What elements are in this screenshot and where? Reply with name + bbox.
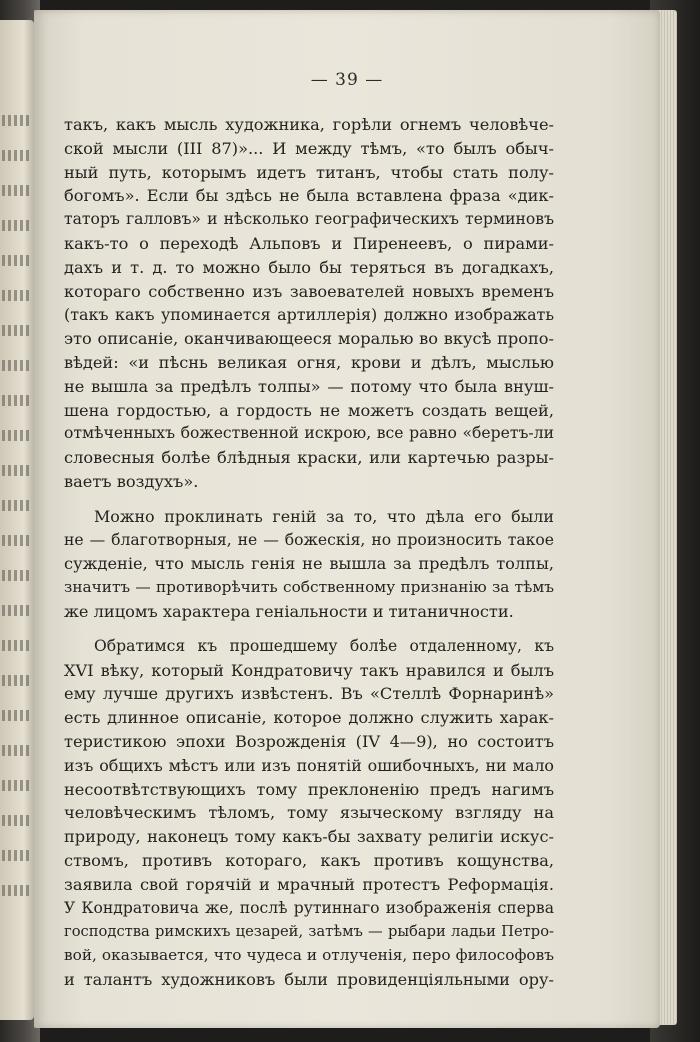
text-line: не — благотворныя, не — божескія, но произносить такое [64,530,554,549]
text-line: У Кондратовича же, послѣ рутиннаго изображенія сперва [64,898,554,917]
text-line: отмѣченныхъ божественной искрою, все равно «беретъ-ли [64,424,554,443]
text-line: богомъ». Если бы здѣсь не была вставлена фраза «дик- [64,186,554,206]
text-line: ваетъ воздухъ». [64,471,199,491]
previous-page-edge [0,20,34,1020]
text-line: такъ, какъ мысль художника, горѣли огнемъ человѣче- [64,115,554,134]
text-line: Можно проклинать геній за то, что дѣла его были [94,506,554,526]
text-line: сужденіе, что мысль генія не вышла за предѣлъ толпы, [64,554,554,574]
text-line: заявила свой горячій и мрачный протестъ Реформація. [64,874,554,894]
text-line: господства римскихъ цезарей, затѣмъ — рыбари ладьи Петро- [64,923,554,941]
page-text [64,113,554,992]
text-line: котораго собственно изъ завоевателей новыхъ временъ [64,281,554,301]
text-line: вѣдей: «и пѣснь великая огня, крови и дѣлъ, мыслью [64,352,554,372]
text-line: несоотвѣтствующихъ тому преклоненію предъ нагимъ [64,779,554,799]
text-line: дахъ и т. д. то можно было бы теряться въ догадкахъ, [64,257,554,277]
text-line: таторъ галловъ» и нѣсколько географическихъ терминовъ [64,210,554,229]
text-line: не вышла за предѣлъ толпы» — потому что была внуш- [64,376,554,396]
text-line: вой, оказывается, что чудеса и отлученія, перо философовъ [64,946,554,965]
text-line: ствомъ, противъ котораго, какъ противъ кощунства, [64,850,554,870]
text-line: Обратимся къ прошедшему болѣе отдаленному, къ [94,636,554,655]
text-line: и талантъ художниковъ были провиденціяльными ору- [64,969,554,989]
paragraph-2 [64,505,554,624]
text-line: ской мысли (III 87)»... И между тѣмъ, «то былъ обыч- [64,138,554,158]
paragraph-1 [64,113,554,494]
text-line: ный путь, которымъ идетъ титанъ, чтобы стать полу- [64,162,554,182]
text-line: есть длинное описаніе, которое должно служить харак- [64,708,554,728]
text-line: изъ общихъ мѣстъ или изъ понятій ошибочныхъ, ни мало [64,755,554,775]
text-line: природу, наконецъ тому какъ-бы захвату религіи искус- [64,827,554,847]
paragraph-3 [64,635,554,992]
text-line: XVI вѣку, который Кондратовичу такъ нравился и былъ [64,660,554,680]
page-number: — 39 — [310,70,384,90]
text-line: теристикою эпохи Возрожденія (IV 4—9), но состоитъ [64,731,554,751]
text-line: ему лучше другихъ извѣстенъ. Въ «Стеллѣ Форнаринѣ» [64,684,554,704]
text-line: значитъ — противорѣчить собственному признанію за тѣмъ [64,578,554,597]
text-line: шена гордостью, а гордость не можетъ создать вещей, [64,400,554,420]
text-line: человѣческимъ тѣломъ, тому языческому взгляду на [64,803,554,823]
text-line: это описаніе, оканчивающееся моралью во вкусѣ пропо- [64,329,554,349]
text-line: (такъ какъ упоминается артиллерія) должно изображать [64,305,554,325]
book-page [34,10,660,1028]
text-line: же лицомъ характера геніальности и титаничности. [64,601,514,621]
text-line: словесныя болѣе блѣдныя краски, или картечью разры- [64,448,554,468]
text-line: какъ-то о переходѣ Альповъ и Пиренеевъ, о пирами- [64,233,554,253]
